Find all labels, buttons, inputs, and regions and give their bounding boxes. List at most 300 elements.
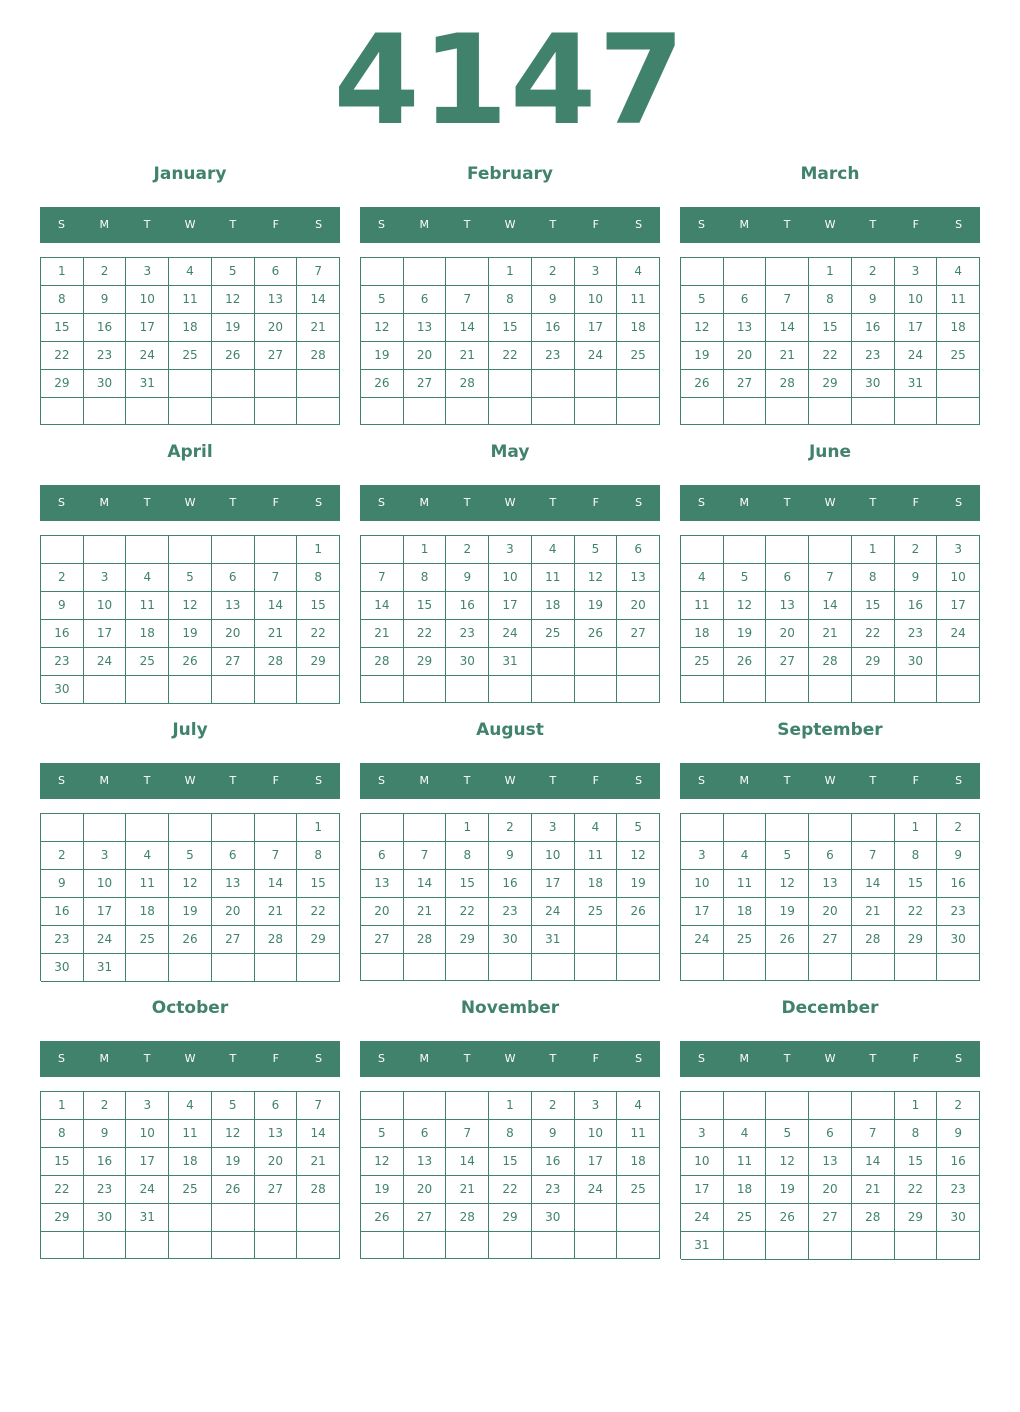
day-cell: 14 xyxy=(255,870,298,898)
weekday-label: M xyxy=(99,1052,110,1065)
day-grid xyxy=(40,1091,340,1259)
empty-day-cell xyxy=(126,1232,169,1259)
weekday-label: M xyxy=(739,1052,750,1065)
day-cell: 7 xyxy=(361,564,404,592)
month-name: July xyxy=(172,720,208,740)
empty-day-cell xyxy=(575,676,618,703)
day-cell: 21 xyxy=(404,898,447,926)
weekday-label: S xyxy=(955,496,963,509)
empty-day-cell xyxy=(255,398,298,425)
month-name: December xyxy=(781,998,879,1018)
day-cell: 23 xyxy=(895,620,938,648)
empty-day-cell xyxy=(724,954,767,981)
empty-day-cell xyxy=(446,954,489,981)
day-cell: 4 xyxy=(169,1092,212,1120)
empty-day-cell xyxy=(852,814,895,842)
day-cell: 17 xyxy=(681,1176,724,1204)
empty-day-cell xyxy=(489,398,532,425)
empty-day-cell xyxy=(126,398,169,425)
day-cell: 28 xyxy=(361,648,404,676)
weekday-label: S xyxy=(377,1052,385,1065)
weekday-label: T xyxy=(869,1052,877,1065)
day-cell: 11 xyxy=(575,842,618,870)
day-cell: 2 xyxy=(532,258,575,286)
day-cell: 7 xyxy=(255,564,298,592)
day-cell: 10 xyxy=(126,286,169,314)
empty-day-cell xyxy=(126,676,169,704)
weekday-label: T xyxy=(783,496,791,509)
day-cell: 16 xyxy=(41,620,84,648)
empty-day-cell xyxy=(361,398,404,425)
empty-day-cell xyxy=(724,1232,767,1260)
day-cell: 12 xyxy=(361,1148,404,1176)
day-cell: 25 xyxy=(126,926,169,954)
day-cell: 21 xyxy=(297,1148,340,1176)
empty-day-cell xyxy=(212,814,255,842)
empty-day-cell xyxy=(361,954,404,981)
empty-day-cell xyxy=(212,370,255,398)
empty-day-cell xyxy=(404,954,447,981)
day-cell: 15 xyxy=(41,1148,84,1176)
day-cell: 2 xyxy=(937,814,980,842)
day-cell: 20 xyxy=(255,314,298,342)
day-cell: 6 xyxy=(404,286,447,314)
empty-day-cell xyxy=(617,954,660,981)
day-cell: 10 xyxy=(489,564,532,592)
empty-day-cell xyxy=(617,398,660,425)
day-grid xyxy=(360,813,660,981)
empty-day-cell xyxy=(84,676,127,704)
day-cell: 9 xyxy=(489,842,532,870)
day-cell: 1 xyxy=(446,814,489,842)
empty-day-cell xyxy=(766,536,809,564)
empty-day-cell xyxy=(297,398,340,425)
day-cell: 5 xyxy=(724,564,767,592)
empty-day-cell xyxy=(84,536,127,564)
day-cell: 30 xyxy=(446,648,489,676)
empty-day-cell xyxy=(532,1232,575,1259)
empty-day-cell xyxy=(404,258,447,286)
day-cell: 3 xyxy=(489,536,532,564)
day-cell: 6 xyxy=(809,842,852,870)
day-cell: 2 xyxy=(489,814,532,842)
day-cell: 26 xyxy=(724,648,767,676)
day-cell: 28 xyxy=(297,342,340,370)
empty-day-cell xyxy=(404,676,447,703)
empty-day-cell xyxy=(446,1232,489,1259)
day-cell: 6 xyxy=(724,286,767,314)
day-cell: 24 xyxy=(937,620,980,648)
weekday-label: M xyxy=(99,218,110,231)
day-cell: 26 xyxy=(766,926,809,954)
empty-day-cell xyxy=(937,954,980,981)
empty-day-cell xyxy=(809,536,852,564)
weekday-label: M xyxy=(739,496,750,509)
empty-day-cell xyxy=(297,1204,340,1232)
weekday-label: S xyxy=(315,496,323,509)
day-cell: 9 xyxy=(84,286,127,314)
day-cell: 24 xyxy=(84,926,127,954)
day-cell: 7 xyxy=(766,286,809,314)
day-cell: 24 xyxy=(126,342,169,370)
day-cell: 8 xyxy=(852,564,895,592)
day-cell: 18 xyxy=(937,314,980,342)
empty-day-cell xyxy=(404,1232,447,1259)
empty-day-cell xyxy=(297,370,340,398)
day-cell: 13 xyxy=(766,592,809,620)
day-cell: 8 xyxy=(895,842,938,870)
weekday-label: S xyxy=(315,1052,323,1065)
day-cell: 25 xyxy=(169,1176,212,1204)
day-cell: 17 xyxy=(489,592,532,620)
weekday-label: S xyxy=(635,496,643,509)
weekday-label: T xyxy=(549,218,557,231)
empty-day-cell xyxy=(361,814,404,842)
day-cell: 30 xyxy=(84,370,127,398)
day-cell: 18 xyxy=(126,620,169,648)
day-cell: 30 xyxy=(937,1204,980,1232)
empty-day-cell xyxy=(169,1204,212,1232)
day-cell: 31 xyxy=(84,954,127,982)
day-cell: 23 xyxy=(489,898,532,926)
day-cell: 3 xyxy=(126,258,169,286)
day-cell: 29 xyxy=(41,1204,84,1232)
empty-day-cell xyxy=(361,258,404,286)
day-grid xyxy=(680,813,980,981)
day-cell: 9 xyxy=(852,286,895,314)
day-cell: 15 xyxy=(489,314,532,342)
day-cell: 24 xyxy=(681,926,724,954)
day-cell: 17 xyxy=(937,592,980,620)
day-cell: 10 xyxy=(937,564,980,592)
month-name: May xyxy=(490,442,530,462)
day-cell: 17 xyxy=(681,898,724,926)
day-cell: 26 xyxy=(681,370,724,398)
empty-day-cell xyxy=(169,676,212,704)
empty-day-cell xyxy=(361,1232,404,1259)
day-cell: 10 xyxy=(575,1120,618,1148)
empty-day-cell xyxy=(809,954,852,981)
empty-day-cell xyxy=(404,1092,447,1120)
empty-day-cell xyxy=(895,1232,938,1260)
day-cell: 6 xyxy=(212,564,255,592)
day-cell: 30 xyxy=(489,926,532,954)
day-cell: 1 xyxy=(41,1092,84,1120)
empty-day-cell xyxy=(766,258,809,286)
empty-day-cell xyxy=(575,954,618,981)
day-cell: 19 xyxy=(575,592,618,620)
day-cell: 21 xyxy=(361,620,404,648)
day-cell: 25 xyxy=(724,1204,767,1232)
day-cell: 19 xyxy=(169,620,212,648)
day-cell: 3 xyxy=(575,258,618,286)
day-cell: 23 xyxy=(446,620,489,648)
day-cell: 10 xyxy=(895,286,938,314)
weekday-label: T xyxy=(229,496,237,509)
day-cell: 31 xyxy=(681,1232,724,1260)
day-cell: 8 xyxy=(404,564,447,592)
day-cell: 19 xyxy=(361,1176,404,1204)
day-cell: 30 xyxy=(41,954,84,982)
year-title: 4147 xyxy=(333,9,687,153)
day-cell: 15 xyxy=(489,1148,532,1176)
day-cell: 26 xyxy=(361,1204,404,1232)
empty-day-cell xyxy=(255,814,298,842)
day-cell: 2 xyxy=(895,536,938,564)
day-cell: 12 xyxy=(681,314,724,342)
day-cell: 6 xyxy=(361,842,404,870)
empty-day-cell xyxy=(255,536,298,564)
day-grid xyxy=(360,1091,660,1259)
empty-day-cell xyxy=(852,954,895,981)
day-cell: 10 xyxy=(575,286,618,314)
day-cell: 12 xyxy=(766,1148,809,1176)
day-cell: 25 xyxy=(681,648,724,676)
day-cell: 15 xyxy=(446,870,489,898)
day-cell: 11 xyxy=(681,592,724,620)
day-cell: 27 xyxy=(255,342,298,370)
empty-day-cell xyxy=(809,1232,852,1260)
day-cell: 31 xyxy=(126,1204,169,1232)
day-grid xyxy=(360,257,660,425)
month-name: November xyxy=(460,998,560,1018)
empty-day-cell xyxy=(575,1204,618,1232)
weekday-label: M xyxy=(739,774,750,787)
day-cell: 5 xyxy=(766,842,809,870)
day-cell: 24 xyxy=(681,1204,724,1232)
weekday-label: T xyxy=(783,1052,791,1065)
weekday-label: T xyxy=(549,496,557,509)
day-cell: 7 xyxy=(852,842,895,870)
day-cell: 11 xyxy=(169,1120,212,1148)
day-cell: 14 xyxy=(809,592,852,620)
day-cell: 20 xyxy=(617,592,660,620)
day-cell: 10 xyxy=(532,842,575,870)
empty-day-cell xyxy=(169,954,212,982)
weekday-label: S xyxy=(697,774,705,787)
weekday-label: T xyxy=(783,774,791,787)
weekday-header xyxy=(680,1041,980,1077)
day-cell: 31 xyxy=(489,648,532,676)
weekday-header xyxy=(40,1041,340,1077)
day-cell: 19 xyxy=(361,342,404,370)
day-cell: 5 xyxy=(361,1120,404,1148)
day-cell: 13 xyxy=(212,592,255,620)
day-cell: 9 xyxy=(532,286,575,314)
day-cell: 5 xyxy=(575,536,618,564)
empty-day-cell xyxy=(446,398,489,425)
day-cell: 29 xyxy=(446,926,489,954)
day-cell: 28 xyxy=(297,1176,340,1204)
empty-day-cell xyxy=(212,1204,255,1232)
day-cell: 10 xyxy=(84,870,127,898)
weekday-header xyxy=(40,207,340,243)
day-cell: 31 xyxy=(895,370,938,398)
day-cell: 9 xyxy=(937,842,980,870)
day-cell: 13 xyxy=(809,870,852,898)
empty-day-cell xyxy=(126,954,169,982)
day-grid xyxy=(680,257,980,425)
day-cell: 27 xyxy=(212,926,255,954)
day-cell: 13 xyxy=(255,286,298,314)
day-cell: 21 xyxy=(446,1176,489,1204)
day-cell: 19 xyxy=(724,620,767,648)
day-cell: 16 xyxy=(532,314,575,342)
day-cell: 23 xyxy=(41,648,84,676)
day-cell: 18 xyxy=(126,898,169,926)
weekday-header xyxy=(680,763,980,799)
weekday-label: F xyxy=(272,218,279,231)
day-cell: 2 xyxy=(41,564,84,592)
empty-day-cell xyxy=(852,1232,895,1260)
weekday-label: T xyxy=(229,218,237,231)
day-grid xyxy=(360,535,660,703)
day-cell: 5 xyxy=(361,286,404,314)
empty-day-cell xyxy=(681,258,724,286)
day-cell: 24 xyxy=(84,648,127,676)
day-cell: 20 xyxy=(404,342,447,370)
weekday-label: S xyxy=(57,496,65,509)
empty-day-cell xyxy=(169,814,212,842)
weekday-label: F xyxy=(912,774,919,787)
weekday-label: S xyxy=(377,218,385,231)
day-cell: 21 xyxy=(255,898,298,926)
empty-day-cell xyxy=(575,398,618,425)
day-cell: 11 xyxy=(532,564,575,592)
day-cell: 19 xyxy=(212,1148,255,1176)
weekday-label: S xyxy=(315,774,323,787)
day-cell: 18 xyxy=(617,314,660,342)
empty-day-cell xyxy=(84,398,127,425)
weekday-label: S xyxy=(635,218,643,231)
day-cell: 18 xyxy=(724,898,767,926)
month-name: January xyxy=(153,164,227,184)
day-cell: 25 xyxy=(169,342,212,370)
empty-day-cell xyxy=(532,676,575,703)
day-cell: 14 xyxy=(852,870,895,898)
empty-day-cell xyxy=(361,536,404,564)
day-cell: 28 xyxy=(255,926,298,954)
day-cell: 8 xyxy=(446,842,489,870)
empty-day-cell xyxy=(575,1232,618,1259)
day-cell: 24 xyxy=(575,342,618,370)
day-cell: 1 xyxy=(895,1092,938,1120)
day-cell: 5 xyxy=(766,1120,809,1148)
day-cell: 3 xyxy=(681,842,724,870)
weekday-label: S xyxy=(57,774,65,787)
day-cell: 14 xyxy=(446,314,489,342)
day-cell: 9 xyxy=(937,1120,980,1148)
weekday-label: W xyxy=(824,1052,836,1065)
day-cell: 20 xyxy=(809,898,852,926)
day-cell: 21 xyxy=(255,620,298,648)
day-cell: 13 xyxy=(404,1148,447,1176)
day-cell: 7 xyxy=(852,1120,895,1148)
day-cell: 9 xyxy=(41,592,84,620)
day-cell: 27 xyxy=(361,926,404,954)
day-cell: 28 xyxy=(852,1204,895,1232)
day-cell: 27 xyxy=(724,370,767,398)
empty-day-cell xyxy=(724,676,767,703)
empty-day-cell xyxy=(361,676,404,703)
day-cell: 14 xyxy=(297,1120,340,1148)
month-name: September xyxy=(777,720,883,740)
weekday-label: S xyxy=(635,774,643,787)
empty-day-cell xyxy=(404,814,447,842)
day-cell: 8 xyxy=(489,286,532,314)
day-cell: 28 xyxy=(446,370,489,398)
month-name: August xyxy=(476,720,544,740)
day-cell: 27 xyxy=(766,648,809,676)
day-cell: 18 xyxy=(681,620,724,648)
weekday-label: W xyxy=(184,496,196,509)
weekday-label: W xyxy=(824,774,836,787)
day-cell: 26 xyxy=(617,898,660,926)
weekday-label: T xyxy=(143,496,151,509)
day-cell: 13 xyxy=(361,870,404,898)
empty-day-cell xyxy=(937,370,980,398)
empty-day-cell xyxy=(532,954,575,981)
day-grid xyxy=(680,1091,980,1259)
empty-day-cell xyxy=(169,1232,212,1259)
empty-day-cell xyxy=(446,258,489,286)
day-cell: 5 xyxy=(169,842,212,870)
day-cell: 19 xyxy=(766,1176,809,1204)
weekday-label: F xyxy=(272,774,279,787)
day-cell: 28 xyxy=(766,370,809,398)
day-cell: 14 xyxy=(852,1148,895,1176)
empty-day-cell xyxy=(766,1232,809,1260)
day-cell: 2 xyxy=(41,842,84,870)
day-cell: 28 xyxy=(446,1204,489,1232)
day-cell: 7 xyxy=(446,286,489,314)
weekday-label: T xyxy=(143,218,151,231)
day-cell: 25 xyxy=(575,898,618,926)
weekday-label: F xyxy=(592,1052,599,1065)
day-cell: 4 xyxy=(617,1092,660,1120)
day-cell: 16 xyxy=(937,1148,980,1176)
empty-day-cell xyxy=(809,676,852,703)
day-cell: 10 xyxy=(681,1148,724,1176)
empty-day-cell xyxy=(446,1092,489,1120)
day-cell: 12 xyxy=(724,592,767,620)
weekday-label: F xyxy=(912,496,919,509)
empty-day-cell xyxy=(809,814,852,842)
day-cell: 16 xyxy=(937,870,980,898)
day-cell: 3 xyxy=(84,842,127,870)
day-cell: 24 xyxy=(575,1176,618,1204)
day-cell: 1 xyxy=(297,814,340,842)
day-cell: 1 xyxy=(809,258,852,286)
day-cell: 19 xyxy=(169,898,212,926)
weekday-label: S xyxy=(315,218,323,231)
day-cell: 24 xyxy=(895,342,938,370)
empty-day-cell xyxy=(489,370,532,398)
day-cell: 12 xyxy=(361,314,404,342)
weekday-label: M xyxy=(419,496,430,509)
day-cell: 17 xyxy=(532,870,575,898)
empty-day-cell xyxy=(532,398,575,425)
day-cell: 13 xyxy=(617,564,660,592)
day-cell: 9 xyxy=(84,1120,127,1148)
day-cell: 6 xyxy=(404,1120,447,1148)
day-cell: 1 xyxy=(41,258,84,286)
weekday-label: W xyxy=(504,1052,516,1065)
day-cell: 5 xyxy=(212,1092,255,1120)
empty-day-cell xyxy=(724,1092,767,1120)
empty-day-cell xyxy=(297,676,340,704)
day-cell: 7 xyxy=(404,842,447,870)
